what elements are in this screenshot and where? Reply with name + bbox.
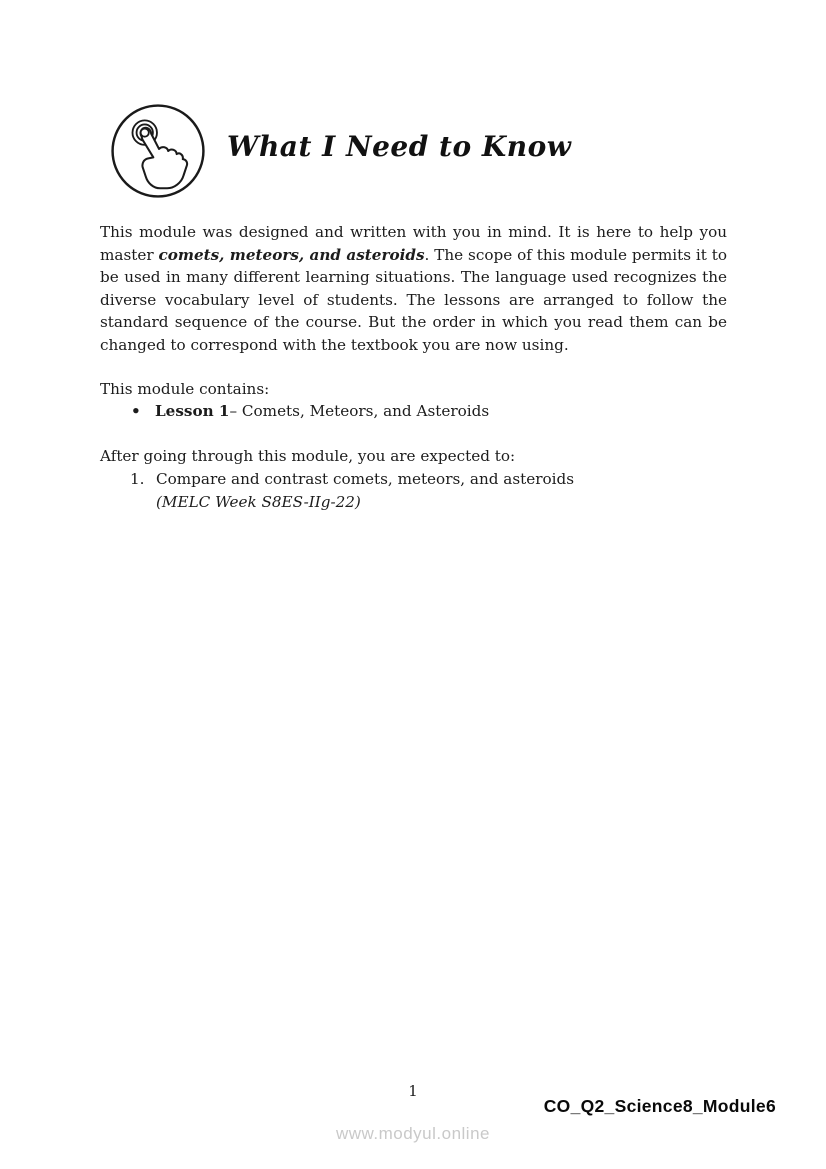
intro-keywords: comets, meteors, and asteroids: [158, 245, 425, 264]
page-title: What I Need to Know: [227, 130, 572, 163]
watermark: www.modyul.online: [335, 1124, 490, 1143]
lesson-label: Lesson 1: [155, 402, 230, 420]
objective-text: Compare and contrast comets, meteors, and asteroids: [156, 470, 575, 488]
contains-heading: This module contains:: [100, 380, 270, 398]
bullet-icon: •: [131, 402, 141, 420]
module-code: CO_Q2_Science8_Module6: [543, 1096, 776, 1116]
objective-melc-code: (MELC Week S8ES-IIg-22): [156, 493, 361, 511]
intro-paragraph: [100, 221, 727, 357]
page-number: 1: [408, 1082, 418, 1100]
touch-hand-icon: [109, 102, 207, 200]
intro-text-after: . The scope of this module permits it to be used in many different learning situations. The language used recognizes the diverse vocabulary level of students. The lessons are arranged to follow the standard sequence of the course. But the order in which you read them can be changed to correspond with the textbook you are now using.: [100, 245, 728, 354]
objectives-heading: After going through this module, you are expected to:: [100, 447, 516, 465]
lesson-title: – Comets, Meteors, and Asteroids: [229, 402, 490, 420]
lesson-list-item: [131, 402, 489, 420]
objective-item: [130, 470, 574, 488]
objective-number: 1.: [130, 470, 145, 488]
intro-text-before: This module was designed and written with you in mind. It is here to help you master: [100, 223, 727, 264]
